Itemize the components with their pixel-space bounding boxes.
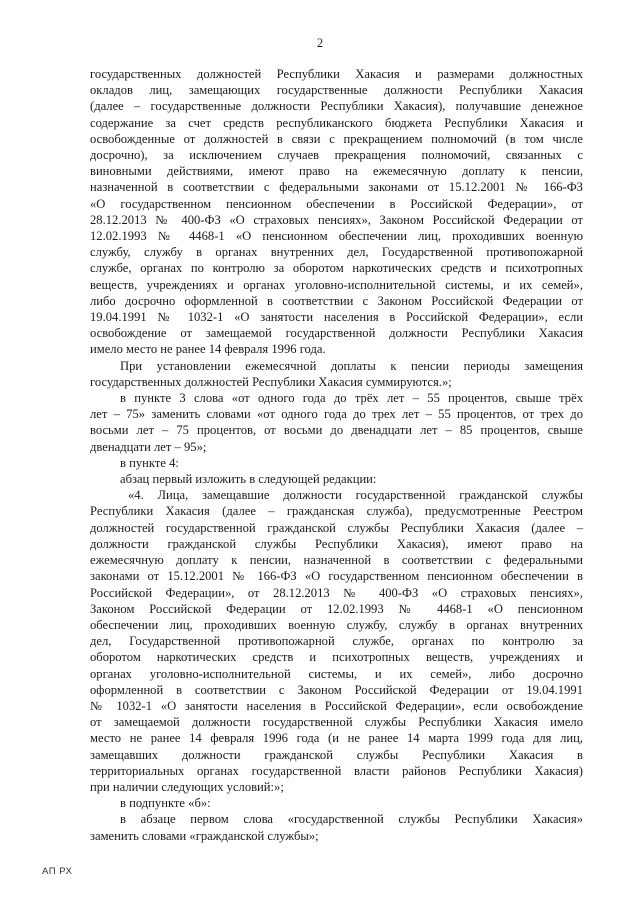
text-line: в подпункте «б»: [120, 796, 211, 811]
text-line: окладов лиц, замещающих государственные должности Республики Хакасия [90, 83, 583, 98]
text-line: государственных должностей Республики Хакасия и размерами должностных [90, 67, 583, 81]
text-line: от замещаемой должности государственной службы Республики Хакасия имело [90, 715, 583, 730]
text-line: службе, органах по контролю за оборотом наркотических средств и психотропных [90, 261, 583, 276]
text-line: ежемесячную доплату к пенсии, назначенной в соответствии с федеральными [90, 553, 583, 568]
text-line: место не ранее 14 февраля 1996 года (и не ранее 14 марта 1999 года для лиц, [90, 731, 583, 746]
text-line: виновными действиями, имеют право на ежемесячную доплату к пенсии, [90, 164, 583, 179]
page-number: 2 [316, 36, 324, 50]
text-line: «О государственном пенсионном обеспечении в Российской Федерации», от [90, 196, 583, 211]
text-line: веществ, учреждениях и органах уголовно-исполнительной системы, и их семей», [90, 277, 583, 292]
text-line: дел, Государственной противопожарной службе, органах по контролю за [90, 634, 583, 649]
text-line: № 1032-1 «О занятости населения в Российской Федерации», если освобождение [90, 698, 583, 713]
text-line: Республики Хакасия (далее – гражданская служба), предусмотренные Реестром [90, 504, 583, 519]
text-line: Российской Федерации», от 28.12.2013 № 400-ФЗ «О страховых пенсиях», [90, 585, 583, 600]
text-line: освобожденные от должностей в связи с прекращением полномочий (в том числе [90, 131, 583, 146]
text-line: назначенной в соответствии с федеральными законами от 15.12.2001 № 166-ФЗ [90, 180, 583, 195]
text-line: службу, службу в органах внутренних дел, Государственной противопожарной [90, 245, 583, 260]
text-line: Законом Российской Федерации от 12.02.1993 № 4468-1 «О пенсионном [90, 601, 583, 616]
text-line: досрочно), за исключением случаев прекращения полномочий, связанных с [90, 148, 583, 163]
text-line: государственных должностей Республики Хакасия суммируются.»; [90, 374, 452, 389]
text-line: обеспечении лиц, проходивших военную службу, службу в органах внутренних [90, 617, 583, 632]
text-line: освобождение от замещаемой государственной должности Республики Хакасия [90, 326, 583, 341]
text-line: либо досрочно оформленной в соответствии с Законом Российской Федерации от [90, 293, 583, 308]
text-line: 19.04.1991 № 1032-1 «О занятости населения в Российской Федерации», если [90, 310, 583, 325]
text-line: 28.12.2013 № 400-ФЗ «О страховых пенсиях», Законом Российской Федерации от [90, 212, 583, 227]
document-body [90, 66, 583, 844]
text-line: оборотом наркотических средств и психотропных веществ, учреждениях и [90, 650, 583, 665]
text-line: в пункте 3 слова «от одного года до трёх лет – 55 процентов, свыше трёх [120, 391, 583, 406]
text-line: территориальных органах государственной власти районов Республики Хакасия) [90, 763, 583, 778]
text-line: абзац первый изложить в следующей редакции: [120, 472, 377, 487]
text-line: 12.02.1993 № 4468-1 «О пенсионном обеспечении лиц, проходивших военную [90, 229, 583, 244]
text-line: При установлении ежемесячной доплаты к пенсии периоды замещения [120, 358, 583, 373]
text-line: в абзаце первом слова «государственной службы Республики Хакасия» [120, 812, 583, 827]
text-line: (далее – государственные должности Республики Хакасия), получавшие денежное [90, 99, 583, 114]
text-line: должностей государственной гражданской службы Республики Хакасия (далее – [90, 520, 583, 535]
text-line: должности гражданской службы Республики Хакасия), имеют право на [90, 536, 583, 551]
text-line: лет – 75» заменить словами «от одного года до трех лет – 55 процентов, от трех до [90, 407, 583, 422]
footer-code: АП РХ [42, 866, 73, 877]
text-line: двенадцати лет – 95»; [90, 439, 207, 454]
text-line: в пункте 4: [120, 455, 179, 470]
text-line: законами от 15.12.2001 № 166-ФЗ «О государственном пенсионном обеспечении в [90, 569, 583, 584]
text-line: при наличии следующих условий:»; [90, 779, 284, 794]
text-line: органах уголовно-исполнительной системы, и их семей», либо досрочно [90, 666, 583, 681]
text-line: восьми лет – 75 процентов, от восьми до двенадцати лет – 85 процентов, свыше [90, 423, 583, 438]
text-line: содержание за счет средств республиканского бюджета Республики Хакасия и [90, 115, 583, 130]
text-line: замещавших должности гражданской службы Республики Хакасия в [90, 747, 583, 762]
text-line: имело место не ранее 14 февраля 1996 года. [90, 342, 326, 357]
text-line: «4. Лица, замещавшие должности государственной гражданской службы [128, 488, 583, 503]
text-line: заменить словами «гражданской службы»; [90, 828, 319, 843]
text-line: оформленной в соответствии с Законом Российской Федерации от 19.04.1991 [90, 682, 583, 697]
